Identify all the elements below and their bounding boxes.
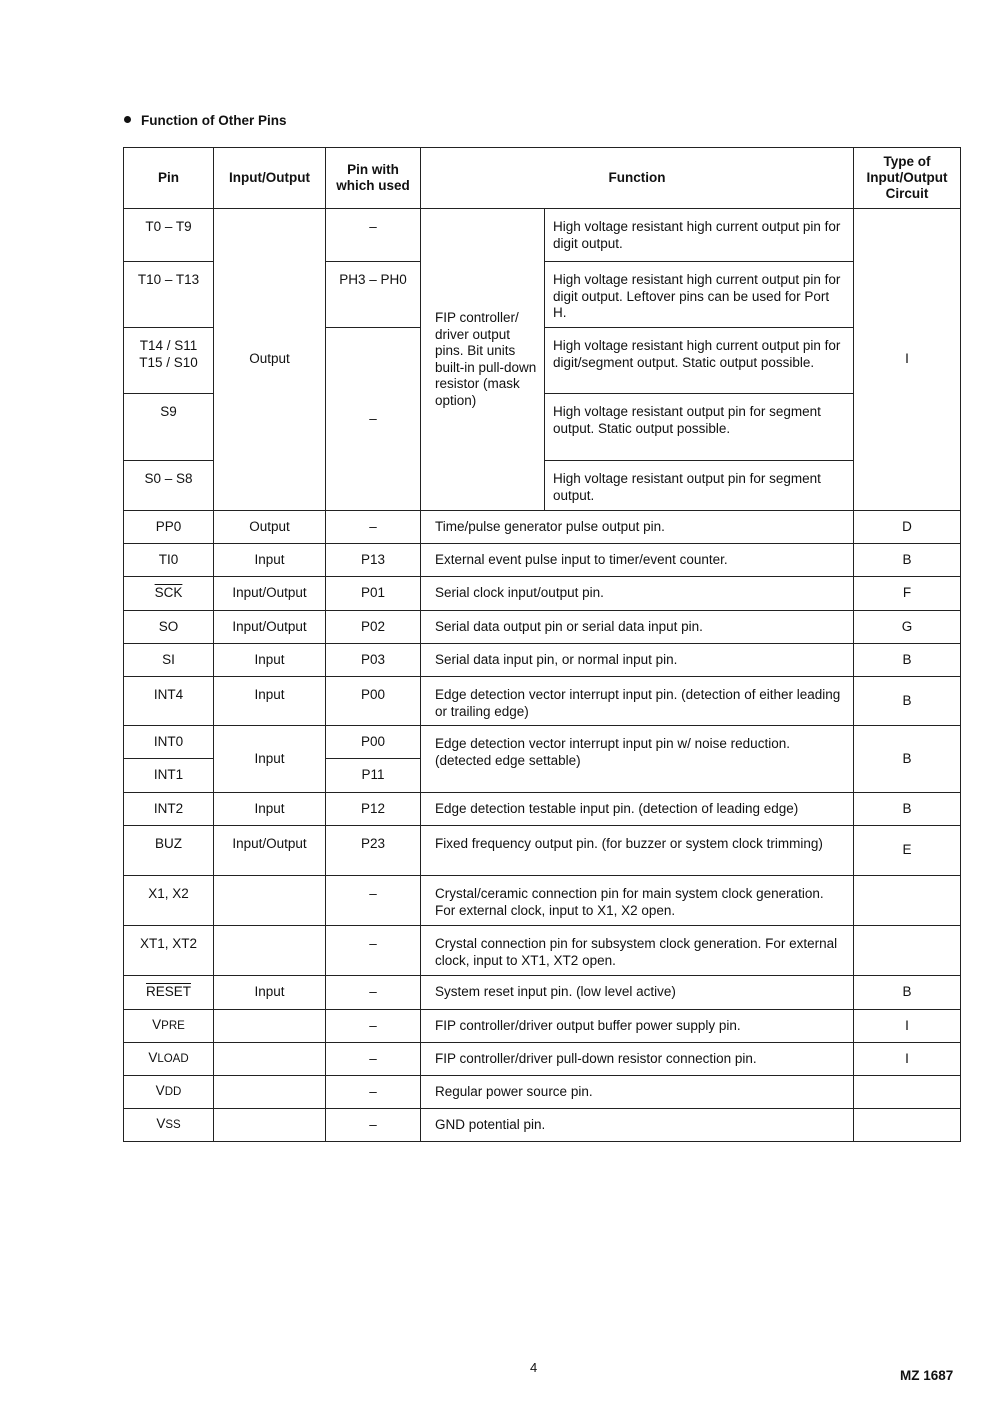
pin-cell: INT2	[124, 793, 214, 826]
table-row	[124, 1109, 961, 1142]
pin-cell: T14 / S11 T15 / S10	[124, 328, 214, 394]
pin-cell	[124, 1109, 214, 1142]
function-cell: High voltage resistant output pin for segment output.	[545, 461, 854, 511]
io-cell: Input/Output	[214, 611, 326, 644]
function-cell: Serial data output pin or serial data input pin.	[421, 611, 854, 644]
io-cell: Input/Output	[214, 577, 326, 611]
table-row	[124, 611, 961, 644]
circuit-type-cell: G	[854, 611, 961, 644]
table-header-row	[124, 148, 961, 209]
section-heading: Function of Other Pins	[124, 113, 287, 128]
circuit-type-cell: I	[854, 1043, 961, 1076]
pin-cell: X1, X2	[124, 876, 214, 926]
function-cell: Edge detection vector interrupt input pin. (detection of either leading or trailing edge)	[421, 677, 854, 726]
pin-with-cell: –	[326, 876, 421, 926]
io-cell: Output	[214, 209, 326, 511]
function-cell: Regular power source pin.	[421, 1076, 854, 1109]
pin-label: V	[156, 1116, 166, 1132]
circuit-type-cell: B	[854, 976, 961, 1010]
function-cell: High voltage resistant high current output pin for digit output. Leftover pins can be used for Port H.	[545, 262, 854, 328]
io-cell	[214, 1076, 326, 1109]
table-row	[124, 1010, 961, 1043]
pin-cell: INT1	[124, 759, 214, 793]
table-row	[124, 926, 961, 976]
header-circuit-type: Type of Input/Output Circuit	[854, 148, 961, 209]
header-pin-with: Pin with which used	[326, 148, 421, 209]
io-cell: Input	[214, 544, 326, 577]
pin-cell	[124, 1076, 214, 1109]
function-cell: System reset input pin. (low level active)	[421, 976, 854, 1010]
io-cell: Input	[214, 677, 326, 726]
circuit-type-cell	[854, 1076, 961, 1109]
pin-with-cell: –	[326, 926, 421, 976]
header-function: Function	[421, 148, 854, 209]
pin-label: V	[148, 1050, 158, 1066]
function-cell: Time/pulse generator pulse output pin.	[421, 511, 854, 544]
pin-subscript: DD	[164, 1086, 182, 1099]
function-cell: High voltage resistant high current output pin for digit output.	[545, 209, 854, 262]
pin-cell: SI	[124, 644, 214, 677]
circuit-type-cell: B	[854, 644, 961, 677]
circuit-type-cell: B	[854, 544, 961, 577]
function-cell: Edge detection vector interrupt input pin w/ noise reduction. (detected edge settable)	[421, 726, 854, 793]
pin-cell: SO	[124, 611, 214, 644]
function-cell: High voltage resistant output pin for segment output. Static output possible.	[545, 394, 854, 461]
pin-with-cell: –	[326, 1076, 421, 1109]
pin-with-cell: P23	[326, 826, 421, 876]
pin-cell	[124, 577, 214, 611]
circuit-type-cell	[854, 876, 961, 926]
function-cell: Crystal/ceramic connection pin for main system clock generation. For external clock, input to X1, X2 open.	[421, 876, 854, 926]
circuit-type-cell: I	[854, 209, 961, 511]
function-cell: External event pulse input to timer/event counter.	[421, 544, 854, 577]
function-cell: FIP controller/driver output buffer power supply pin.	[421, 1010, 854, 1043]
pin-subscript: SS	[165, 1119, 181, 1132]
io-cell: Input/Output	[214, 826, 326, 876]
pin-label: RESET	[145, 984, 191, 1000]
circuit-type-cell: E	[854, 826, 961, 876]
pin-cell: BUZ	[124, 826, 214, 876]
io-cell: Input	[214, 726, 326, 793]
pin-with-cell: –	[326, 1043, 421, 1076]
pin-with-cell: P12	[326, 793, 421, 826]
pin-subscript: LOAD	[157, 1053, 189, 1066]
io-cell	[214, 876, 326, 926]
io-cell: Input	[214, 793, 326, 826]
io-cell	[214, 1109, 326, 1142]
fip-group-function-cell: FIP controller/ driver output pins. Bit units built-in pull-down resistor (mask option)	[421, 209, 545, 511]
table-row	[124, 209, 961, 262]
bullet-icon	[124, 116, 131, 123]
table-row	[124, 577, 961, 611]
pin-cell: TI0	[124, 544, 214, 577]
table-row	[124, 726, 961, 759]
table-row	[124, 826, 961, 876]
io-cell	[214, 1043, 326, 1076]
circuit-type-cell	[854, 926, 961, 976]
pin-cell: XT1, XT2	[124, 926, 214, 976]
header-input-output: Input/Output	[214, 148, 326, 209]
pin-cell: S0 – S8	[124, 461, 214, 511]
table-row	[124, 544, 961, 577]
page-number: 4	[530, 1360, 538, 1375]
pin-cell: S9	[124, 394, 214, 461]
function-cell: Crystal connection pin for subsystem clock generation. For external clock, input to XT1, XT2 open.	[421, 926, 854, 976]
pin-cell: PP0	[124, 511, 214, 544]
pin-label: $\overline{SCK}$	[154, 585, 183, 601]
function-cell: Fixed frequency output pin. (for buzzer or system clock trimming)	[421, 826, 854, 876]
pin-function-table	[123, 147, 961, 1142]
io-cell: Input	[214, 644, 326, 677]
circuit-type-cell: D	[854, 511, 961, 544]
circuit-type-cell	[854, 1109, 961, 1142]
circuit-type-cell: B	[854, 677, 961, 726]
function-cell: Serial clock input/output pin.	[421, 577, 854, 611]
pin-with-cell: P11	[326, 759, 421, 793]
io-cell	[214, 926, 326, 976]
pin-label: V	[155, 1083, 165, 1099]
io-cell: Output	[214, 511, 326, 544]
pin-cell	[124, 1043, 214, 1076]
pin-cell: INT4	[124, 677, 214, 726]
pin-cell: INT0	[124, 726, 214, 759]
function-cell: Edge detection testable input pin. (detection of leading edge)	[421, 793, 854, 826]
table-row	[124, 511, 961, 544]
pin-with-cell: P00	[326, 677, 421, 726]
circuit-type-cell: B	[854, 726, 961, 793]
circuit-type-cell: B	[854, 793, 961, 826]
pin-with-cell: –	[326, 511, 421, 544]
pin-with-cell: P02	[326, 611, 421, 644]
table-row	[124, 876, 961, 926]
pin-with-cell: P03	[326, 644, 421, 677]
function-cell: High voltage resistant high current output pin for digit/segment output. Static output possible.	[545, 328, 854, 394]
pin-with-cell: –	[326, 328, 421, 511]
function-cell: FIP controller/driver pull-down resistor connection pin.	[421, 1043, 854, 1076]
pin-with-cell: –	[326, 1010, 421, 1043]
table-row	[124, 976, 961, 1010]
function-cell: Serial data input pin, or normal input pin.	[421, 644, 854, 677]
table-row	[124, 677, 961, 726]
pin-subscript: PRE	[161, 1020, 185, 1033]
pin-with-cell: P01	[326, 577, 421, 611]
table-row	[124, 793, 961, 826]
pin-with-cell: –	[326, 209, 421, 262]
pin-cell	[124, 976, 214, 1010]
table-row	[124, 1043, 961, 1076]
circuit-type-cell: I	[854, 1010, 961, 1043]
pin-cell	[124, 1010, 214, 1043]
circuit-type-cell: F	[854, 577, 961, 611]
pin-with-cell: PH3 – PH0	[326, 262, 421, 328]
pin-with-cell: P13	[326, 544, 421, 577]
function-cell: GND potential pin.	[421, 1109, 854, 1142]
table-row	[124, 644, 961, 677]
pin-with-cell: P00	[326, 726, 421, 759]
header-pin: Pin	[124, 148, 214, 209]
document-code: MZ 1687	[900, 1368, 954, 1383]
io-cell	[214, 1010, 326, 1043]
pin-cell: T0 – T9	[124, 209, 214, 262]
table-row	[124, 1076, 961, 1109]
pin-with-cell: –	[326, 976, 421, 1010]
pin-label: V	[152, 1017, 162, 1033]
pin-with-cell: –	[326, 1109, 421, 1142]
pin-cell: T10 – T13	[124, 262, 214, 328]
io-cell: Input	[214, 976, 326, 1010]
